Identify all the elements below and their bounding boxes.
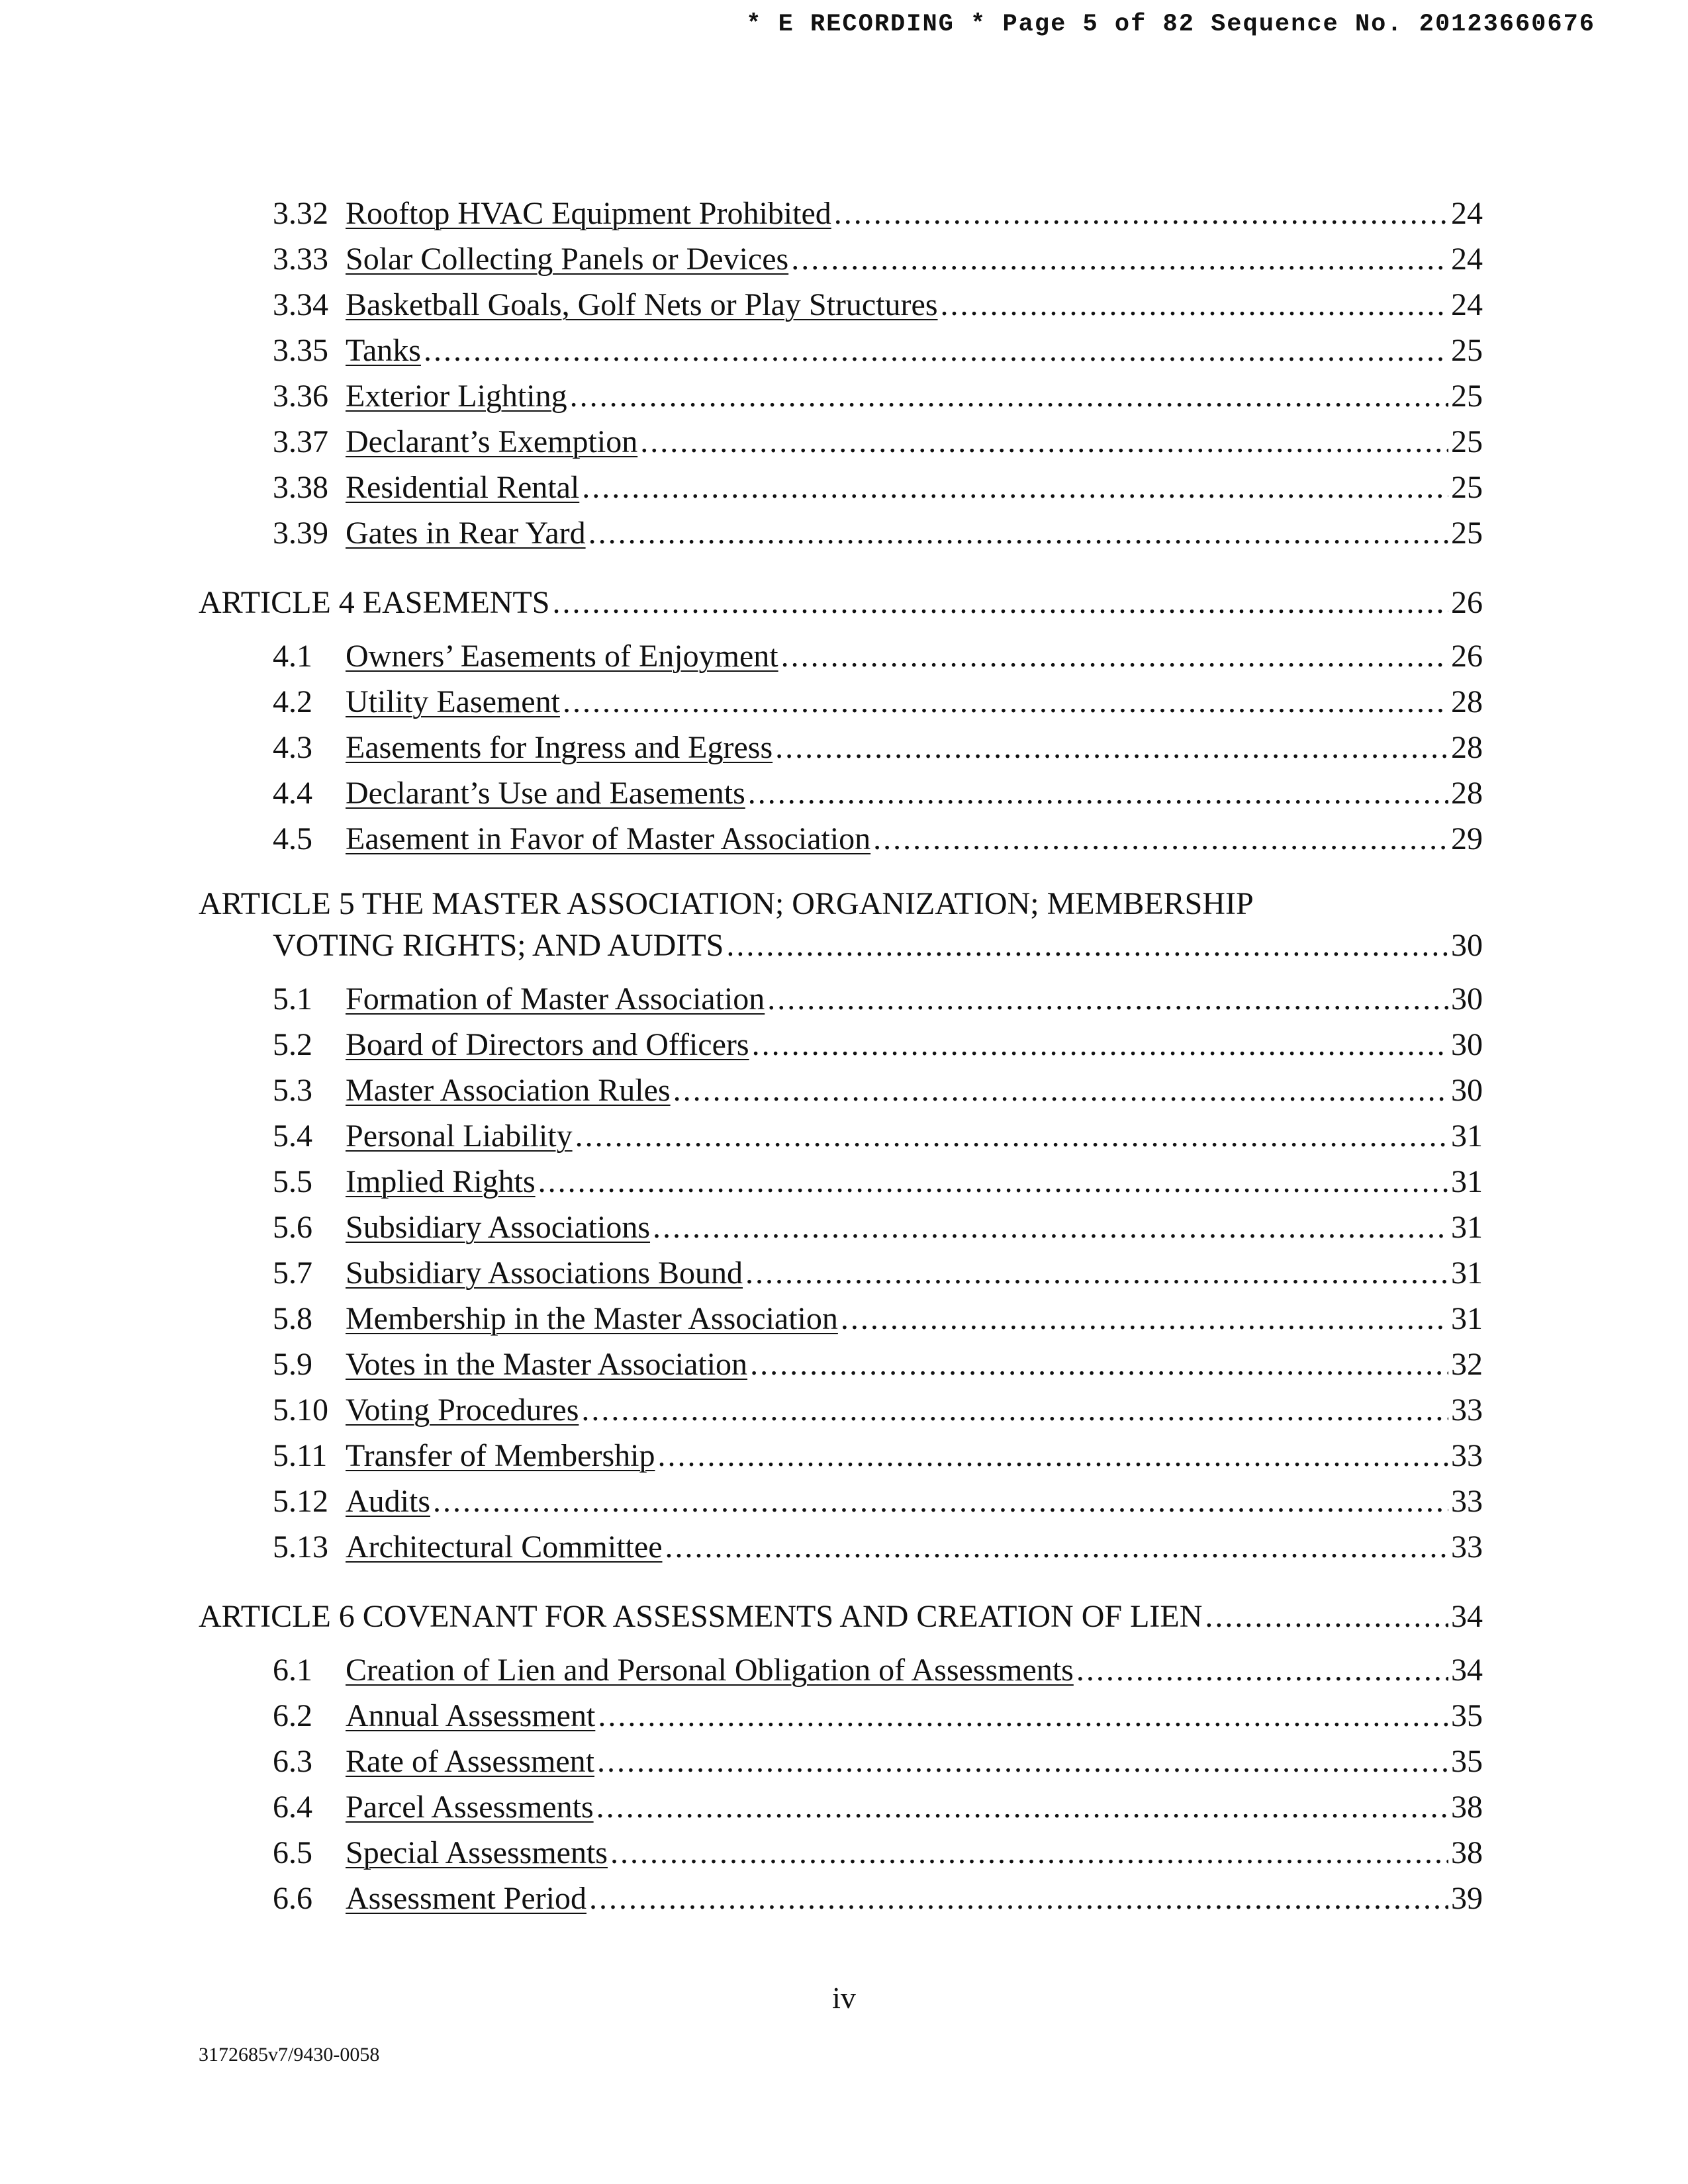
section-number: 5.2 <box>273 1027 312 1062</box>
page-number: 38 <box>1451 1790 1483 1825</box>
section-title: Subsidiary Associations Bound <box>346 1255 743 1291</box>
section-number: 5.11 <box>273 1438 328 1473</box>
dot-leader <box>424 328 1448 373</box>
section-number: 3.38 <box>273 470 328 505</box>
article-6 <box>199 1594 1483 1921</box>
section-title: Implied Rights <box>346 1164 536 1199</box>
toc-entry <box>273 1784 1483 1830</box>
toc-entry <box>273 679 1483 725</box>
section-number: 6.3 <box>273 1744 312 1779</box>
dot-leader <box>745 1250 1448 1296</box>
section-number: 3.33 <box>273 242 328 277</box>
section-number: 3.35 <box>273 333 328 368</box>
section-title: Assessment Period <box>346 1881 586 1916</box>
page-number: 28 <box>1451 776 1483 811</box>
page-number: 24 <box>1451 242 1483 277</box>
section-title: Voting Procedures <box>346 1392 579 1428</box>
page-number: 34 <box>1451 1653 1483 1688</box>
toc-entry <box>273 1113 1483 1159</box>
dot-leader <box>433 1479 1448 1524</box>
table-of-contents <box>199 191 1483 1921</box>
toc-entry <box>273 1693 1483 1739</box>
section-number: 3.37 <box>273 424 328 459</box>
section-number: 5.6 <box>273 1210 312 1245</box>
section-number: 5.5 <box>273 1164 312 1199</box>
section-number: 3.32 <box>273 196 328 231</box>
toc-entry <box>273 770 1483 816</box>
page-number: 26 <box>1451 639 1483 674</box>
document-id: 3172685v7/9430-0058 <box>199 2044 380 2066</box>
section-number: 5.3 <box>273 1073 312 1108</box>
section-title: Subsidiary Associations <box>346 1210 651 1245</box>
page-number: 33 <box>1451 1392 1483 1428</box>
section-title: Residential Rental <box>346 470 580 505</box>
page-number: 25 <box>1451 379 1483 414</box>
toc-entry <box>273 1159 1483 1205</box>
dot-leader <box>748 770 1448 816</box>
article-heading <box>199 1594 1483 1639</box>
toc-entry <box>273 1830 1483 1876</box>
section-group-article-3 <box>199 191 1483 556</box>
section-number: 6.2 <box>273 1698 312 1733</box>
page-number: 38 <box>1451 1835 1483 1870</box>
section-number: 4.2 <box>273 684 312 719</box>
toc-entry <box>273 282 1483 328</box>
toc-entry <box>273 1433 1483 1479</box>
section-title: Board of Directors and Officers <box>346 1027 749 1062</box>
dot-leader <box>665 1524 1449 1570</box>
dot-leader <box>767 976 1448 1022</box>
section-number: 3.39 <box>273 516 328 551</box>
section-number: 5.1 <box>273 981 312 1017</box>
page-number: 33 <box>1451 1484 1483 1519</box>
page-number: 34 <box>1451 1599 1483 1634</box>
page-number: 28 <box>1451 684 1483 719</box>
toc-entry <box>273 373 1483 419</box>
dot-leader <box>575 1113 1448 1159</box>
article-heading <box>199 580 1483 625</box>
dot-leader <box>597 1739 1448 1784</box>
section-title: Membership in the Master Association <box>346 1301 838 1336</box>
dot-leader <box>598 1693 1448 1739</box>
dot-leader <box>657 1433 1448 1479</box>
page-number: 25 <box>1451 333 1483 368</box>
section-number: 4.5 <box>273 821 312 856</box>
dot-leader <box>752 1022 1448 1068</box>
section-number: 6.4 <box>273 1790 312 1825</box>
toc-entry <box>273 328 1483 373</box>
toc-entry <box>273 1342 1483 1387</box>
toc-entry <box>273 1387 1483 1433</box>
toc-entry <box>273 465 1483 510</box>
toc-entry <box>273 510 1483 556</box>
section-title: Annual Assessment <box>346 1698 596 1733</box>
article-4 <box>199 580 1483 862</box>
page-number: 24 <box>1451 287 1483 322</box>
article-title-line-2: VOTING RIGHTS; AND AUDITS <box>273 928 724 963</box>
dot-leader <box>552 580 1448 625</box>
article-5 <box>199 886 1483 1570</box>
page-number: 32 <box>1451 1347 1483 1382</box>
section-number: 5.12 <box>273 1484 328 1519</box>
page-number: 26 <box>1451 585 1483 620</box>
section-number: 3.34 <box>273 287 328 322</box>
page-number: 30 <box>1451 1027 1483 1062</box>
dot-leader <box>596 1784 1448 1830</box>
dot-leader <box>781 633 1448 679</box>
page-number: 33 <box>1451 1529 1483 1565</box>
page-number: 30 <box>1451 981 1483 1017</box>
section-number: 4.1 <box>273 639 312 674</box>
dot-leader <box>873 816 1448 862</box>
section-title: Easements for Ingress and Egress <box>346 730 773 765</box>
dot-leader <box>653 1205 1448 1250</box>
toc-entry <box>273 1739 1483 1784</box>
section-title: Architectural Committee <box>346 1529 663 1565</box>
dot-leader <box>589 1876 1448 1921</box>
section-number: 4.3 <box>273 730 312 765</box>
toc-entry <box>273 1205 1483 1250</box>
page-number: 31 <box>1451 1255 1483 1291</box>
section-title: Declarant’s Use and Easements <box>346 776 745 811</box>
toc-entry <box>273 1524 1483 1570</box>
page-number: 33 <box>1451 1438 1483 1473</box>
section-title: Creation of Lien and Personal Obligation of Assessments <box>346 1653 1074 1688</box>
page-number: 25 <box>1451 424 1483 459</box>
section-number: 6.1 <box>273 1653 312 1688</box>
section-number: 4.4 <box>273 776 312 811</box>
toc-entry <box>273 1068 1483 1113</box>
section-title: Master Association Rules <box>346 1073 671 1108</box>
section-title: Utility Easement <box>346 684 560 719</box>
dot-leader <box>581 1387 1448 1433</box>
section-number: 5.4 <box>273 1118 312 1154</box>
section-number: 3.36 <box>273 379 328 414</box>
toc-entry <box>273 419 1483 465</box>
section-title: Owners’ Easements of Enjoyment <box>346 639 778 674</box>
article-heading <box>273 923 1483 968</box>
section-title: Personal Liability <box>346 1118 573 1154</box>
toc-entry <box>273 725 1483 770</box>
footer-page-number: iv <box>832 1981 856 2015</box>
section-title: Rooftop HVAC Equipment Prohibited <box>346 196 831 231</box>
page-number: 30 <box>1451 928 1483 963</box>
section-title: Votes in the Master Association <box>346 1347 748 1382</box>
toc-entry <box>273 976 1483 1022</box>
section-number: 6.5 <box>273 1835 312 1870</box>
dot-leader <box>563 679 1448 725</box>
dot-leader <box>841 1296 1448 1342</box>
dot-leader <box>791 236 1448 282</box>
toc-entry <box>273 236 1483 282</box>
toc-entry <box>273 816 1483 862</box>
page-number: 28 <box>1451 730 1483 765</box>
dot-leader <box>582 465 1448 510</box>
section-number: 5.10 <box>273 1392 328 1428</box>
dot-leader <box>588 510 1448 556</box>
toc-entry <box>273 1479 1483 1524</box>
page-number: 29 <box>1451 821 1483 856</box>
section-number: 5.13 <box>273 1529 328 1565</box>
page-number: 30 <box>1451 1073 1483 1108</box>
section-title: Declarant’s Exemption <box>346 424 638 459</box>
page-number: 31 <box>1451 1118 1483 1154</box>
section-number: 5.7 <box>273 1255 312 1291</box>
dot-leader <box>673 1068 1448 1113</box>
section-title: Formation of Master Association <box>346 981 765 1017</box>
section-title: Easement in Favor of Master Association <box>346 821 871 856</box>
dot-leader <box>726 923 1448 968</box>
page-number: 24 <box>1451 196 1483 231</box>
toc-entry <box>273 1250 1483 1296</box>
section-title: Tanks <box>346 333 421 368</box>
section-number: 6.6 <box>273 1881 312 1916</box>
section-title: Solar Collecting Panels or Devices <box>346 242 789 277</box>
page-number: 35 <box>1451 1698 1483 1733</box>
dot-leader <box>538 1159 1448 1205</box>
toc-entry <box>273 633 1483 679</box>
dot-leader <box>610 1830 1448 1876</box>
section-title: Rate of Assessment <box>346 1744 594 1779</box>
toc-entry <box>273 1876 1483 1921</box>
dot-leader <box>1076 1647 1448 1693</box>
dot-leader <box>750 1342 1448 1387</box>
section-title: Basketball Goals, Golf Nets or Play Structures <box>346 287 938 322</box>
section-title: Transfer of Membership <box>346 1438 655 1473</box>
article-title: ARTICLE 6 COVENANT FOR ASSESSMENTS AND CREATION OF LIEN <box>199 1599 1203 1634</box>
article-title-line-1: ARTICLE 5 THE MASTER ASSOCIATION; ORGANIZATION; MEMBERSHIP <box>199 886 1254 921</box>
dot-leader <box>941 282 1448 328</box>
page-number: 31 <box>1451 1164 1483 1199</box>
section-number: 5.9 <box>273 1347 312 1382</box>
section-title: Parcel Assessments <box>346 1790 594 1825</box>
page-number: 39 <box>1451 1881 1483 1916</box>
section-title: Special Assessments <box>346 1835 608 1870</box>
dot-leader <box>834 191 1448 236</box>
toc-entry <box>273 1296 1483 1342</box>
section-title: Exterior Lighting <box>346 379 567 414</box>
section-number: 5.8 <box>273 1301 312 1336</box>
page-number: 31 <box>1451 1301 1483 1336</box>
dot-leader <box>1205 1594 1448 1639</box>
toc-entry <box>273 1022 1483 1068</box>
page-number: 35 <box>1451 1744 1483 1779</box>
dot-leader <box>640 419 1448 465</box>
page-number: 25 <box>1451 516 1483 551</box>
section-title: Gates in Rear Yard <box>346 516 586 551</box>
page-number: 25 <box>1451 470 1483 505</box>
toc-entry <box>273 1647 1483 1693</box>
dot-leader <box>775 725 1448 770</box>
article-title: ARTICLE 4 EASEMENTS <box>199 585 550 620</box>
recording-header: * E RECORDING * Page 5 of 82 Sequence No. 20123660676 <box>746 11 1595 38</box>
page-number: 31 <box>1451 1210 1483 1245</box>
toc-entry <box>273 191 1483 236</box>
section-title: Audits <box>346 1484 431 1519</box>
dot-leader <box>570 373 1448 419</box>
